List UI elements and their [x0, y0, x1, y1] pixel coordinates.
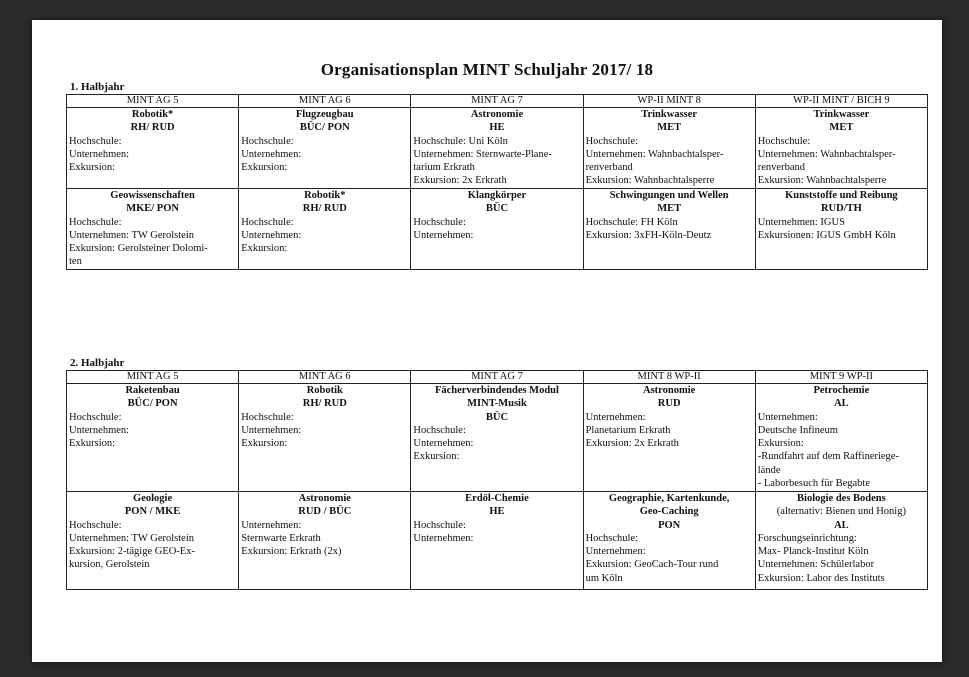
course-cell: [755, 492, 927, 590]
course-title: Robotik*: [131, 109, 174, 120]
course-cell: [755, 189, 927, 270]
course-detail-line: Hochschule:: [413, 216, 466, 228]
course-detail-line: Hochschule:: [241, 411, 294, 423]
course-teacher: RH/ RUD: [130, 122, 175, 134]
course-title: Kunststoffe und Reibung: [785, 190, 898, 201]
course-detail-line: Exkursion: 2x Erkrath: [585, 438, 679, 450]
course-detail-line: Planetarium Erkrath: [585, 424, 671, 436]
course-detail-line: Unternehmen:: [241, 519, 302, 531]
halbjahr-1-label: 1. Halbjahr: [70, 81, 125, 93]
course-cell: [239, 108, 411, 189]
course-cell: [755, 384, 927, 492]
course-cell: [239, 492, 411, 590]
course-detail-line: renverband: [585, 162, 633, 174]
table-header-row: [67, 95, 928, 108]
column-header: MINT 8 WP-II: [583, 371, 755, 384]
course-detail-line: Unternehmen: Wahnbachtalsper-: [757, 148, 896, 160]
course-detail-line: Max- Planck-Institut Köln: [757, 546, 869, 558]
course-detail-line: -Rundfahrt auf dem Raffineriege-: [757, 451, 899, 463]
course-detail-line: Hochschule:: [585, 532, 639, 544]
course-title: Astronomie: [298, 493, 351, 504]
course-cell: [755, 108, 927, 189]
course-detail-line: Exkursion: Labor des Instituts: [757, 572, 885, 584]
course-teacher: RH/ RUD: [302, 203, 347, 215]
course-detail-line: renverband: [757, 162, 805, 174]
course-cell: [67, 189, 239, 270]
course-title: Erdöl-Chemie: [465, 493, 529, 504]
course-title: Trinkwasser: [641, 109, 698, 120]
course-teacher: MET: [829, 122, 854, 134]
course-teacher: RH/ RUD: [302, 398, 347, 410]
halbjahr-2-table: [66, 370, 928, 590]
column-header: MINT AG 7: [411, 371, 583, 384]
course-title: Geowissenschaften: [110, 190, 195, 201]
course-detail-line: Unternehmen:: [241, 229, 302, 241]
course-detail-line: Hochschule: FH Köln: [585, 216, 678, 228]
course-detail-line: Hochschule:: [241, 135, 294, 147]
course-detail-line: Sternwarte Erkrath: [241, 532, 321, 544]
course-title: Petrochemie: [813, 385, 870, 396]
course-cell: [583, 492, 755, 590]
course-detail-line: Unternehmen: Schülerlabor: [757, 559, 875, 571]
course-detail-line: Unternehmen:: [413, 532, 474, 544]
course-title: Geologie: [133, 493, 173, 504]
course-title-line2: MINT-Musik: [467, 398, 527, 410]
course-cell: [411, 108, 583, 189]
course-detail-line: Deutsche Infineum: [757, 424, 838, 436]
course-teacher: AL: [834, 398, 849, 410]
course-teacher: BÜC/ PON: [127, 398, 178, 410]
course-cell: [239, 384, 411, 492]
course-teacher: RUD: [657, 398, 681, 410]
course-detail-line: Hochschule:: [413, 519, 466, 531]
table-row: [67, 108, 928, 189]
course-detail-line: um Köln: [585, 572, 623, 584]
course-title: Geographie, Kartenkunde,: [608, 493, 730, 504]
halbjahr-1-table: [66, 94, 928, 270]
course-detail-line: lände: [757, 464, 781, 476]
column-header: MINT AG 7: [411, 95, 583, 108]
course-title: Klangkörper: [467, 190, 527, 201]
course-detail-line: Unternehmen: IGUS: [757, 216, 845, 228]
course-detail-line: kursion, Gerolstein: [69, 559, 150, 571]
course-cell: [583, 384, 755, 492]
course-detail-line: Exkursion:: [69, 438, 116, 450]
document-page: [32, 20, 942, 662]
course-detail-line: Hochschule: Uni Köln: [413, 135, 508, 147]
course-title: Astronomie: [643, 385, 696, 396]
course-detail-line: Unternehmen:: [241, 148, 302, 160]
course-detail-line: Hochschule:: [757, 135, 811, 147]
course-detail-line: Unternehmen:: [69, 424, 130, 436]
course-detail-line: Hochschule:: [241, 216, 294, 228]
course-detail-line: Exkursion:: [413, 451, 460, 463]
course-cell: [67, 492, 239, 590]
column-header: MINT AG 5: [67, 95, 239, 108]
course-teacher: MET: [657, 203, 682, 215]
course-detail-line: Exkursion: Wahnbachtalsperre: [757, 175, 887, 187]
course-detail-line: Unternehmen:: [585, 411, 646, 423]
course-detail-line: Unternehmen:: [69, 148, 130, 160]
page-title: Organisationsplan MINT Schuljahr 2017/ 18: [320, 60, 654, 79]
course-teacher: MKE/ PON: [126, 203, 179, 215]
course-cell: [583, 189, 755, 270]
course-cell: [411, 384, 583, 492]
course-detail-line: Hochschule:: [413, 424, 466, 436]
course-cell: [583, 108, 755, 189]
column-header: WP-II MINT / BICH 9: [755, 95, 927, 108]
course-detail-line: Exkursion: Wahnbachtalsperre: [585, 175, 715, 187]
course-detail-line: Unternehmen:: [413, 229, 474, 241]
column-header: WP-II MINT 8: [583, 95, 755, 108]
course-detail-line: Unternehmen:: [757, 411, 818, 423]
course-detail-line: Unternehmen: Wahnbachtalsper-: [585, 148, 724, 160]
course-detail-line: Unternehmen:: [585, 546, 646, 558]
course-title: Schwingungen und Wellen: [609, 190, 729, 201]
course-teacher: HE: [489, 122, 505, 134]
course-title-line2: Geo-Caching: [639, 506, 699, 518]
course-title: Fächerverbindendes Modul: [434, 385, 559, 396]
course-detail-line: Hochschule:: [69, 135, 122, 147]
course-teacher: BÜC: [485, 203, 509, 215]
course-detail-line: Exkursion: 2x Erkrath: [413, 175, 507, 187]
table-row: [67, 189, 928, 270]
course-teacher: BÜC: [485, 411, 509, 423]
course-detail-line: Exkursionen: IGUS GmbH Köln: [757, 229, 896, 241]
column-header: MINT AG 6: [239, 95, 411, 108]
table-row: [67, 384, 928, 492]
course-teacher: MET: [657, 122, 682, 134]
course-detail-line: Exkursion:: [241, 243, 288, 255]
course-detail-line: Unternehmen: TW Gerolstein: [69, 229, 194, 241]
course-detail-line: tarium Erkrath: [413, 162, 475, 174]
course-detail-line: Unternehmen:: [241, 424, 302, 436]
course-detail-line: Exkursion: Erkrath (2x): [241, 546, 342, 558]
course-teacher: AL: [834, 519, 849, 531]
course-teacher: RUD/TH: [820, 203, 862, 215]
column-header: MINT AG 5: [67, 371, 239, 384]
table-header-row: [67, 371, 928, 384]
course-detail-line: - Laborbesuch für Begabte: [757, 478, 870, 490]
course-detail-line: Unternehmen: TW Gerolstein: [69, 532, 194, 544]
course-cell: [67, 384, 239, 492]
course-detail-line: Exkursion:: [241, 438, 288, 450]
course-detail-line: Exkursion: GeoCach-Tour rund: [585, 559, 719, 571]
course-teacher: PON / MKE: [124, 506, 181, 518]
course-title: Robotik*: [304, 190, 346, 201]
course-detail-line: Unternehmen: Sternwarte-Plane-: [413, 148, 552, 160]
course-cell: [411, 492, 583, 590]
course-title: Flugzeugbau: [295, 109, 354, 120]
course-detail-line: Hochschule:: [69, 519, 122, 531]
column-header: MINT 9 WP-II: [755, 371, 927, 384]
course-teacher: RUD / BÜC: [298, 506, 352, 518]
course-detail-line: Hochschule:: [585, 135, 639, 147]
course-detail-line: Exkursion:: [241, 162, 288, 174]
course-detail-line: Exkursion: Gerolsteiner Dolomi-: [69, 243, 208, 255]
column-header: MINT AG 6: [239, 371, 411, 384]
course-detail-line: Unternehmen:: [413, 438, 474, 450]
course-title: Robotik: [306, 385, 343, 396]
course-title: Trinkwasser: [813, 109, 870, 120]
course-detail-line: Exkursion: 3xFH-Köln-Deutz: [585, 229, 712, 241]
course-cell: [67, 108, 239, 189]
table-row: [67, 492, 928, 590]
course-title: Astronomie: [470, 109, 524, 120]
course-detail-line: Exkursion:: [69, 162, 116, 174]
course-detail-line: Hochschule:: [69, 411, 122, 423]
course-detail-line: ten: [69, 256, 82, 268]
course-detail-line: Exkursion:: [757, 438, 804, 450]
course-cell: [411, 189, 583, 270]
course-detail-line: Hochschule:: [69, 216, 122, 228]
course-teacher: BÜC/ PON: [299, 122, 350, 134]
course-detail-line: Forschungseinrichtung:: [757, 532, 857, 544]
course-subtitle: (alternativ: Bienen und Honig): [776, 506, 906, 518]
course-teacher: HE: [489, 506, 505, 518]
halbjahr-2-label: 2. Halbjahr: [70, 357, 125, 369]
course-title: Raketenbau: [125, 385, 180, 396]
course-teacher: PON: [658, 519, 681, 531]
course-detail-line: Exkursion: 2-tägige GEO-Ex-: [69, 546, 195, 558]
course-title: Biologie des Bodens: [797, 493, 886, 504]
course-cell: [239, 189, 411, 270]
